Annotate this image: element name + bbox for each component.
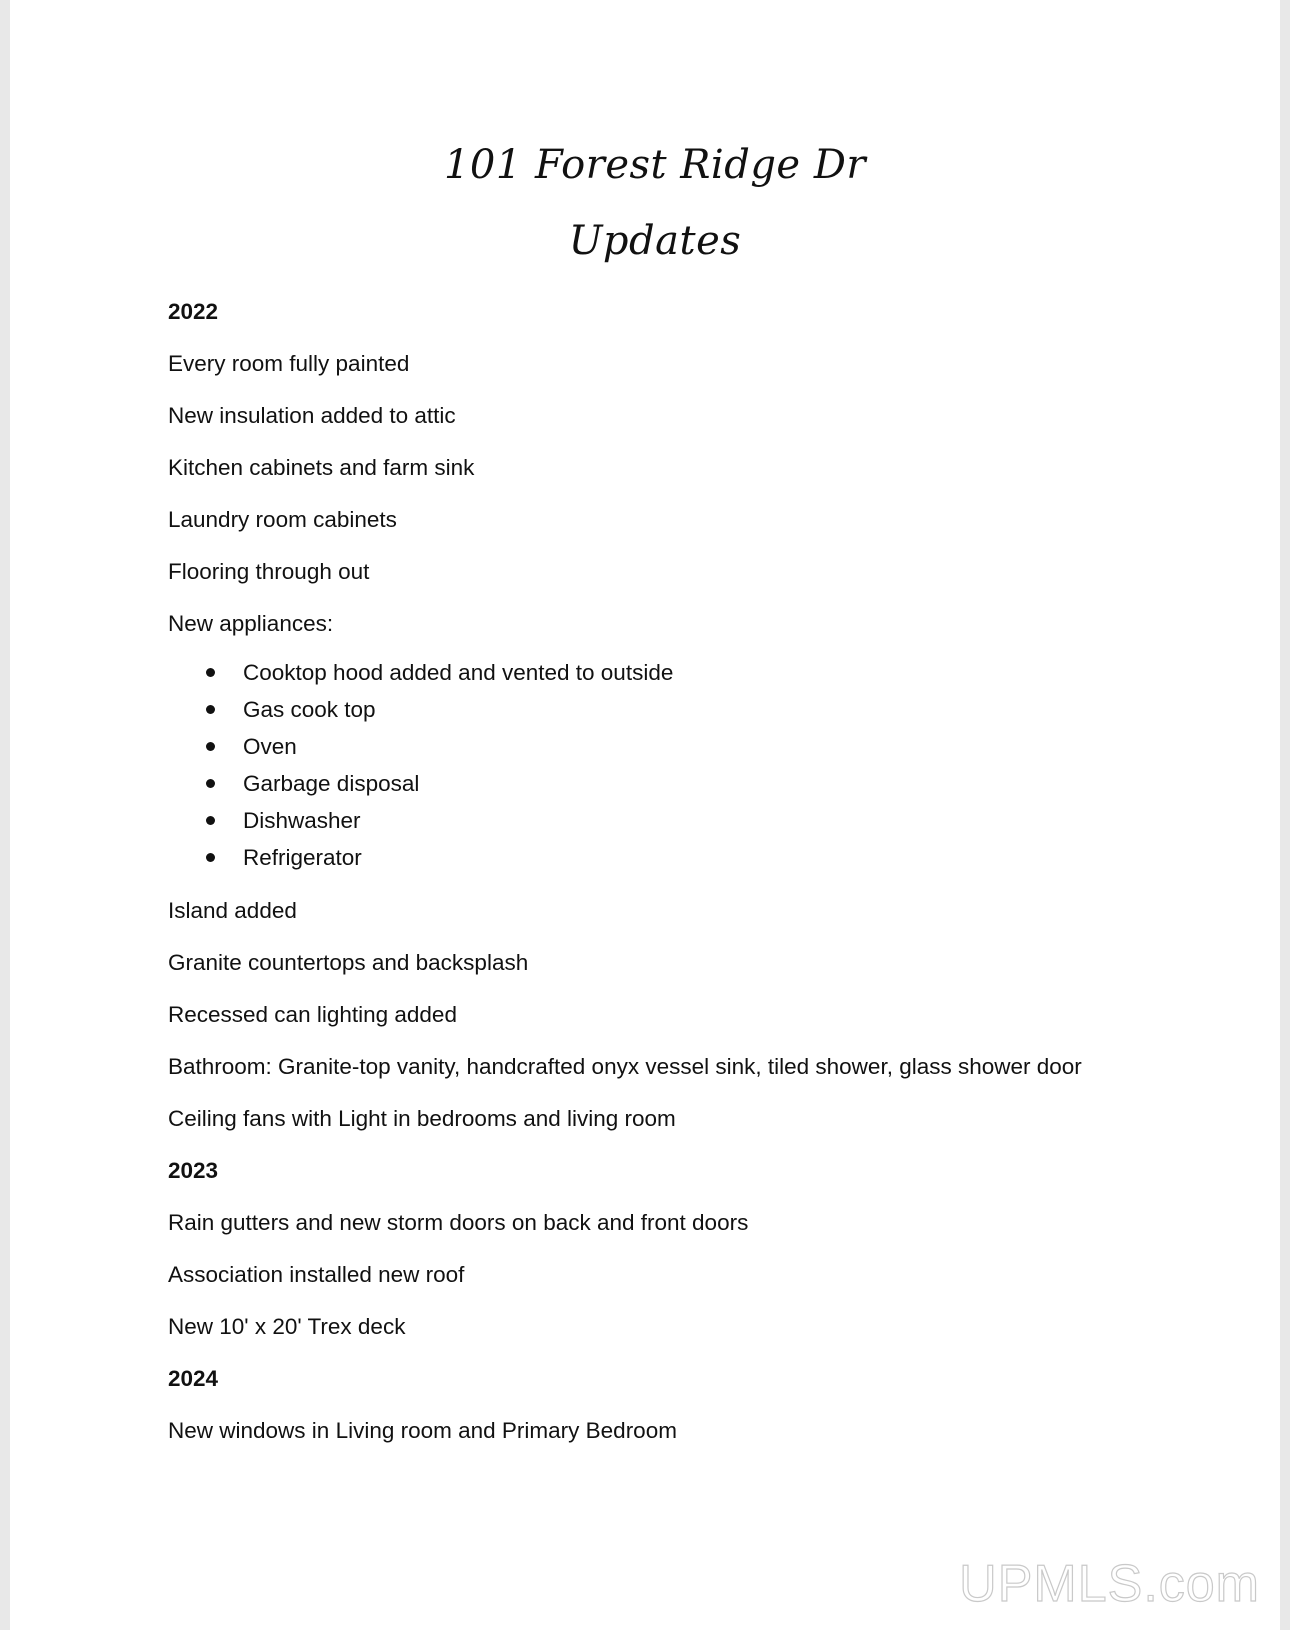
year-heading-2024: 2024 <box>168 1366 219 1391</box>
document-title: 101 Forest Ridge Dr <box>443 142 867 188</box>
appliance-label: Gas cook top <box>243 697 376 722</box>
appliance-label: Cooktop hood added and vented to outside <box>243 660 674 685</box>
update-item: Flooring through out <box>168 559 370 584</box>
updates-content <box>168 294 1128 1465</box>
update-item: Island added <box>168 898 297 923</box>
appliance-label: Dishwasher <box>243 808 361 833</box>
appliance-label: Refrigerator <box>243 845 362 870</box>
watermark-logo: UPMLS.com <box>959 1555 1260 1613</box>
appliance-list-item <box>168 654 1128 691</box>
appliance-list-item <box>168 802 1128 839</box>
appliance-list-item <box>168 765 1128 802</box>
year-heading-2023: 2023 <box>168 1158 219 1183</box>
appliance-list-item <box>168 728 1128 765</box>
bullet-icon <box>206 668 215 677</box>
update-item: Ceiling fans with Light in bedrooms and living room <box>168 1106 676 1131</box>
appliance-list-item <box>168 839 1128 876</box>
year-heading-2022: 2022 <box>168 299 219 324</box>
document-subtitle: Updates <box>568 218 742 264</box>
bullet-icon <box>206 816 215 825</box>
update-item: New 10' x 20' Trex deck <box>168 1314 406 1339</box>
bullet-icon <box>206 742 215 751</box>
bullet-icon <box>206 705 215 714</box>
update-item: Recessed can lighting added <box>168 1002 457 1027</box>
appliances-list <box>168 654 1128 876</box>
update-item: Kitchen cabinets and farm sink <box>168 455 475 480</box>
update-item: New insulation added to attic <box>168 403 456 428</box>
update-item: Laundry room cabinets <box>168 507 397 532</box>
update-item: Rain gutters and new storm doors on back and front doors <box>168 1210 749 1235</box>
update-item: Granite countertops and backsplash <box>168 950 529 975</box>
update-item: Every room fully painted <box>168 351 410 376</box>
bullet-icon <box>206 853 215 862</box>
appliance-list-item <box>168 691 1128 728</box>
appliance-label: Oven <box>243 734 297 759</box>
bullet-icon <box>206 779 215 788</box>
update-item: Association installed new roof <box>168 1262 465 1287</box>
update-item-appliances: New appliances: <box>168 611 334 636</box>
update-item: New windows in Living room and Primary Bedroom <box>168 1418 677 1443</box>
update-item-bathroom: Bathroom: Granite-top vanity, handcrafted onyx vessel sink, tiled shower, glass shower door <box>168 1054 1082 1079</box>
appliance-label: Garbage disposal <box>243 771 420 796</box>
